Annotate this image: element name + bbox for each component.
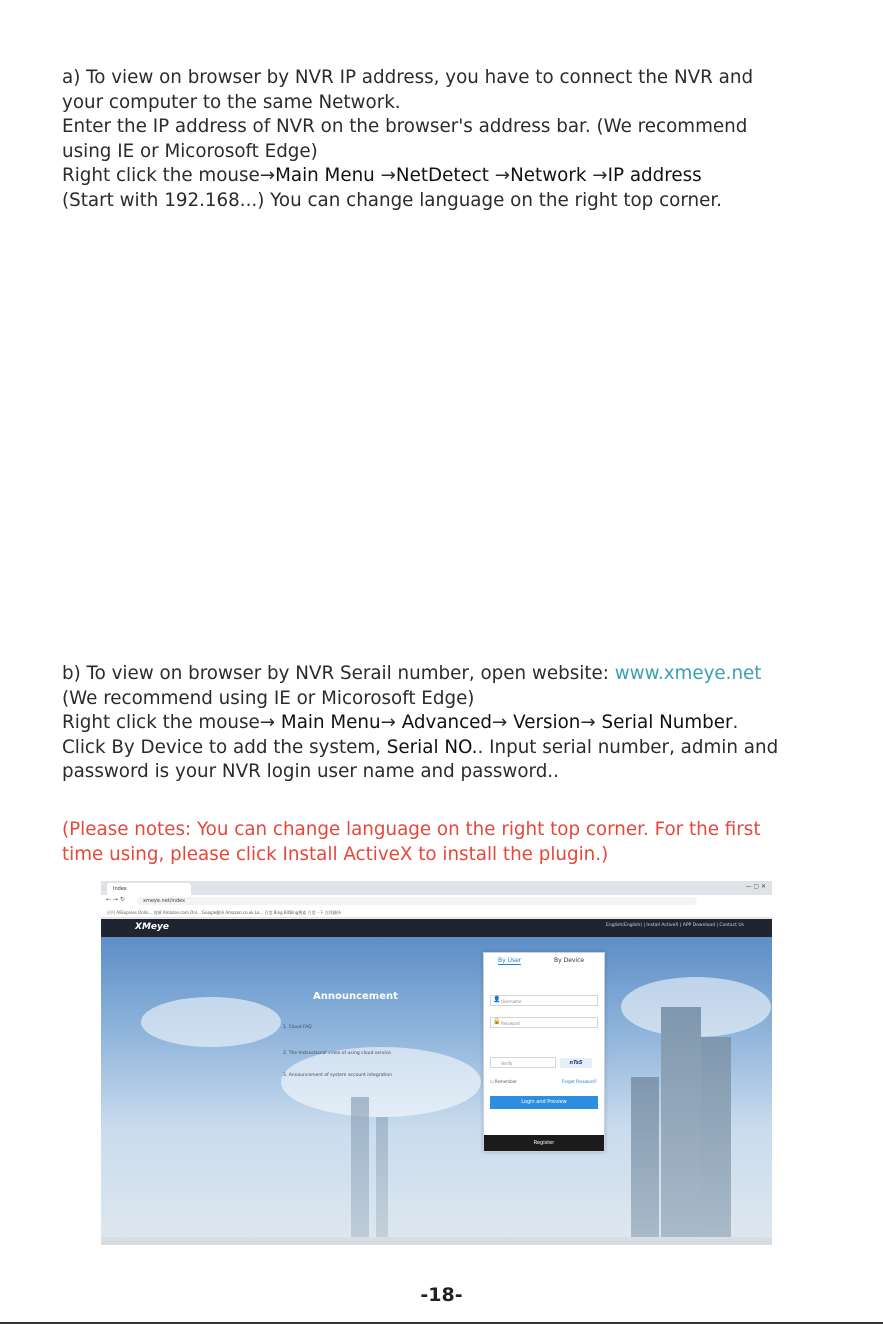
sec-b-line4: Click By Device to add the system, Serial NO.. Input serial number, admin and [62,736,779,758]
forgot-password-link[interactable]: Forget Password? [562,1079,597,1084]
login-panel [483,952,605,1152]
path-network: Network [510,165,587,186]
password-field[interactable]: Password [490,1017,598,1028]
nav-arrows-icon[interactable]: ← → ↻ [106,896,125,903]
user-icon: 👤 [493,996,501,1003]
sec-a-line4: using IE or Micorosoft Edge) [62,140,318,162]
username-field[interactable]: Username [490,995,598,1006]
site-header [101,919,772,937]
sec-b-line5: password is your NVR login user name and password.. [62,761,559,782]
path-main-menu-b: Main Menu [280,712,381,733]
section-b [62,662,852,785]
announcement-item-3[interactable]: 3. Announcement of system account integration [283,1073,392,1078]
hero-background [101,937,772,1245]
sec-a-line5: Right click the mouse→Main Menu →NetDetect →Network →IP address [62,165,702,186]
url-field[interactable]: xmeye.net/index [137,897,697,905]
bookmarks-bar: 应用 AliExpress Onlin... 商城 Amazon.com Onl... Google翻译 Amazon.co.uk Lo... 百度 Bing BitBing搜索 百度一下 在线翻译 [101,907,772,918]
sec-b-line2: (We recommend using IE or Micorosoft Edge) [62,687,475,709]
sec-a-line1: a) To view on browser by NVR IP address, you have to connect the NVR and [62,67,754,88]
sec-b-line3: Right click the mouse→ Main Menu→ Advanced→ Version→ Serial Number. [62,712,739,733]
browser-tabbar [101,881,772,895]
path-netdetect: NetDetect [395,165,489,186]
sec-b-line1: b) To view on browser by NVR Serail number, open website: www.xmeye.net [62,663,762,684]
verify-field[interactable]: Verify [490,1057,556,1068]
path-advanced: Advanced [401,712,493,733]
path-version: Version [513,712,581,733]
browser-tab[interactable]: Index [107,883,191,895]
login-tabs [484,953,604,969]
captcha-image[interactable]: nTsS [560,1058,592,1068]
announcement-item-1[interactable]: 1. Cloud FAQ [283,1025,312,1030]
xmeye-screenshot [101,881,772,1245]
note-line1: (Please notes: You can change language on the right top corner. For the first [62,819,761,840]
path-serial-number: Serial Number [601,712,733,733]
note-line2: time using, please click Install ActiveX to install the plugin.) [62,843,609,865]
path-ip-address: IP address [607,165,702,186]
announcement-item-2[interactable]: 2. The Instructional video of using cloud service [283,1051,391,1056]
xmeye-link[interactable]: www.xmeye.net [614,663,762,684]
section-a [62,66,852,213]
serial-no-label: Serial NO. [386,736,478,758]
note [62,818,852,867]
login-button[interactable]: Login and Preview [490,1096,598,1109]
window-controls-icon[interactable]: — ▢ ✕ [745,883,766,890]
announcement-title: Announcement [313,991,398,1002]
sec-a-line2: your computer to the same Network. [62,91,401,113]
register-button[interactable]: Register [484,1135,604,1151]
sec-a-line6: (Start with 192.168...) You can change language on the right top corner. [62,189,722,211]
page-number: -18- [420,1284,463,1306]
lock-icon: 🔒 [493,1018,501,1025]
path-main-menu: Main Menu [275,165,375,186]
site-top-links[interactable]: English(English) | Install ActiveX | APP Download | Contact Us [606,923,744,928]
xmeye-logo: XMeye [135,922,169,932]
tab-by-user[interactable]: By User [498,957,522,964]
remember-checkbox[interactable]: ☐ Remember [490,1079,517,1084]
tab-by-device[interactable]: By Device [554,957,585,964]
sec-a-line3: Enter the IP address of NVR on the browser's address bar. (We recommend [62,116,748,137]
